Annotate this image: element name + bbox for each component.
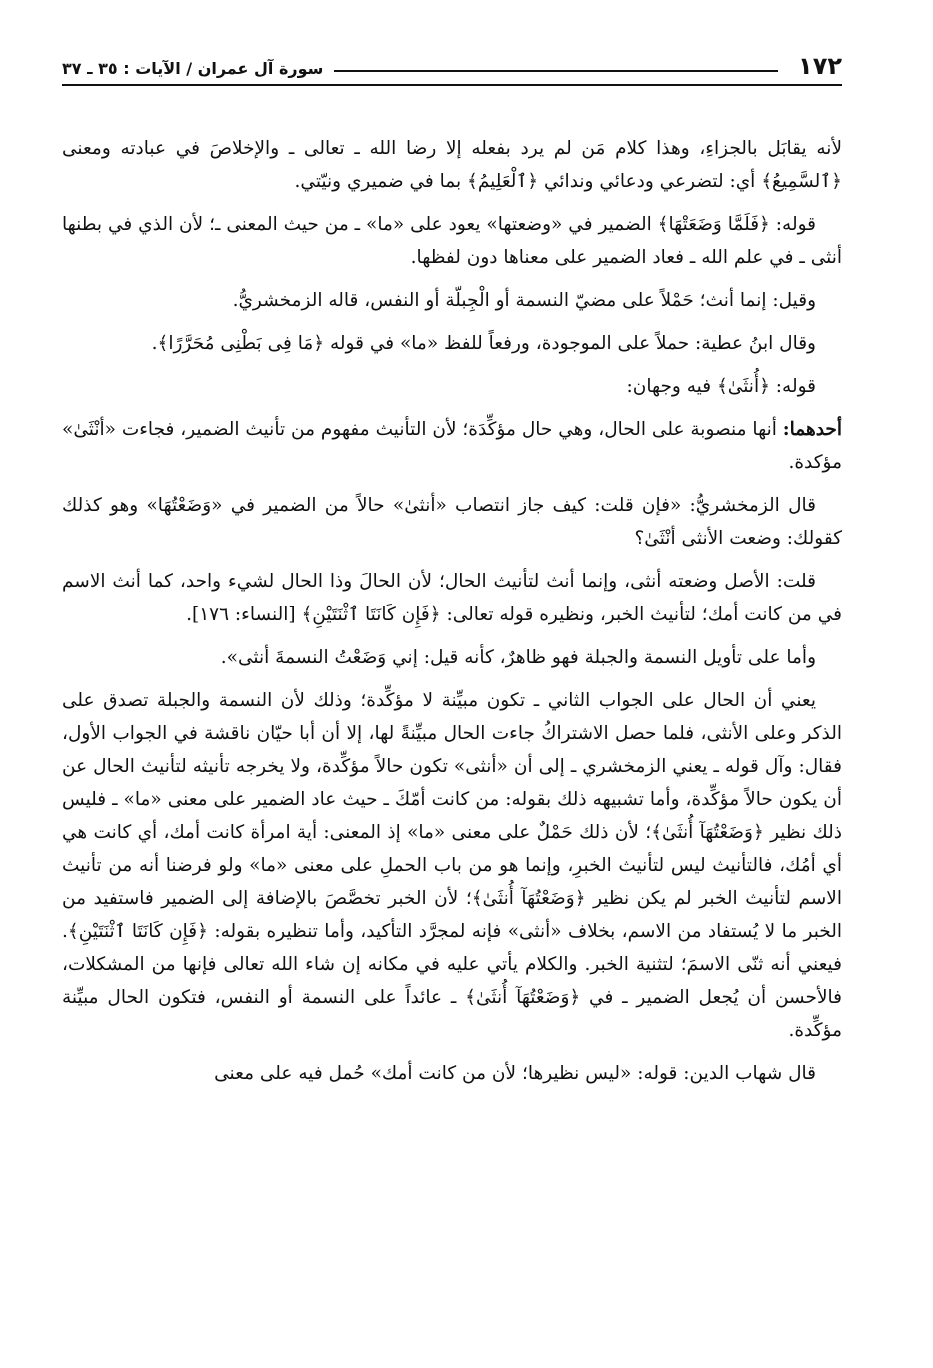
- paragraph: [62, 565, 842, 631]
- paragraph-text: قلت: الأصل وضعته أنثى، وإنما أنث لتأنيث الحال؛ لأن الحالَ وذا الحال لشيء واحد، كما أنث الاسم في من كانت أمك؛ لتأنيث الخبر، ونظيره قوله تعالى: ﴿فَإِن كَانَتَا ٱثْنَتَيْنِ﴾ [النساء: ١٧٦].: [62, 571, 842, 625]
- paragraph: [62, 684, 842, 1047]
- paragraph-text: لأنه يقابَل بالجزاءِ، وهذا كلام مَن لم يرد بفعله إلا رضا الله ـ تعالى ـ والإخلاصَ في عبادته ومعنى ﴿ٱلسَّمِيعُ﴾ أي: لتضرعي ودعائي وندائي ﴿ٱلْعَلِيمُ﴾ بما في ضميري ونيّتي.: [62, 138, 842, 192]
- page-body: [62, 132, 842, 1090]
- paragraph: [62, 370, 842, 403]
- page-header: [62, 46, 842, 88]
- paragraph: [62, 208, 842, 274]
- paragraph-text: وأما على تأويل النسمة والجبلة فهو ظاهرٌ، كأنه قيل: إني وَضَعْتُ النسمةَ أنثى».: [220, 647, 816, 668]
- page-number: ١٧٢: [798, 52, 842, 80]
- book-page: [62, 46, 842, 1356]
- paragraph-text: قوله: ﴿أُنثَىٰ﴾ فيه وجهان:: [626, 376, 816, 397]
- paragraph: [62, 284, 842, 317]
- paragraph-text: قال شهاب الدين: قوله: «ليس نظيرها؛ لأن من كانت أمك» حُمل فيه على معنى: [214, 1063, 816, 1084]
- paragraph-text: قال الزمخشريُّ: «فإن قلت: كيف جاز انتصاب «أنثىٰ» حالاً من الضمير في «وَضَعْتُهَا» وهو كذلك كقولك: وضعت الأنثى أنْثَىٰ؟: [62, 495, 842, 549]
- paragraph-text: وقيل: إنما أنث؛ حَمْلاً على مضيّ النسمة أو الْجِبلّة أو النفس، قاله الزمخشريُّ.: [232, 290, 816, 311]
- paragraph-text: أنها منصوبة على الحال، وهي حال مؤكِّدَة؛ لأن التأنيث مفهوم من تأنيث الضمير، فجاءت «أنْثَىٰ» مؤكدة.: [62, 419, 842, 473]
- paragraph-text: يعني أن الحال على الجواب الثاني ـ تكون مبيِّنة لا مؤكِّدة؛ وذلك لأن النسمة والجبلة تصدق على الذكر وعلى الأنثى، فلما حصل الاشتراكُ جاءت الحال مبيِّنةً لها، إلا أن أبا حيّان ناقشة في الجواب الأول، فقال: وآل قوله ـ يعني الزمخشري ـ إلى أن «أنثى» تكون حالاً مؤكِّدة، ولا يخرجه تأنيثه لتأنيث الحال عن أن يكون حالاً مؤكِّدة، وأما تشبيهه ذلك بقوله: من كانت أمّكَ ـ حيث عاد الضمير على معنى «ما» ـ فليس ذلك نظير ﴿وَضَعْتُهَآ أُنثَىٰ﴾؛ لأن ذلك حَمْلٌ على معنى «ما» إذ المعنى: أية امرأة كانت أمك، أي كانت هي أي أمُك، فالتأنيث ليس لتأنيث الخبرِ، وإنما هو من باب الحملِ على معنى «ما» ولو فرضنا أنه من تأنيث الاسم لتأنيث الخبر لم يكن نظير ﴿وَضَعْتُهَآ أُنثَىٰ﴾؛ لأن الخبر تخصَّصَ بالإضافة إلى الضمير فاستفيد من الخبر ما لا يُستفاد من الاسم، بخلاف «أنثى» فإنه لمجرَّد التأكيد، وأما تنظيره بقوله: ﴿فَإِن كَانَتَا ٱثْنَتَيْنِ﴾. فيعني أنه ثنّى الاسمَ؛ لتثنية الخبر. والكلام يأتي عليه في مكانه إن شاء الله تعالى فإنها من المشكلات، فالأحسن أن يُجعل الضمير ـ في ﴿وَضَعْتُهَآ أُنثَىٰ﴾ ـ عائداً على النسمة أو النفس، فتكون الحال مبيِّنة مؤكِّدة.: [62, 690, 842, 1041]
- paragraph: [62, 489, 842, 555]
- paragraph: [62, 413, 842, 479]
- paragraph: [62, 641, 842, 674]
- paragraph: [62, 327, 842, 360]
- paragraph-lead: أحدهما:: [782, 419, 842, 440]
- paragraph: [62, 132, 842, 198]
- header-rule: [62, 84, 842, 86]
- header-dash-rule: [334, 70, 778, 72]
- paragraph-text: وقال ابنُ عطية: حملاً على الموجودة، ورفعاً للفظ «ما» في قوله ﴿مَا فِى بَطْنِى مُحَرَّرًا﴾.: [151, 333, 816, 354]
- paragraph: [62, 1057, 842, 1090]
- running-title: سورة آل عمران / الآيات : ٣٥ ـ ٣٧: [62, 59, 324, 78]
- paragraph-text: قوله: ﴿فَلَمَّا وَضَعَتْهَا﴾ الضمير في «وضعتها» يعود على «ما» ـ من حيث المعنى ـ؛ لأن الذي في بطنها أنثى ـ في علم الله ـ فعاد الضمير على معناها دون لفظها.: [62, 214, 842, 268]
